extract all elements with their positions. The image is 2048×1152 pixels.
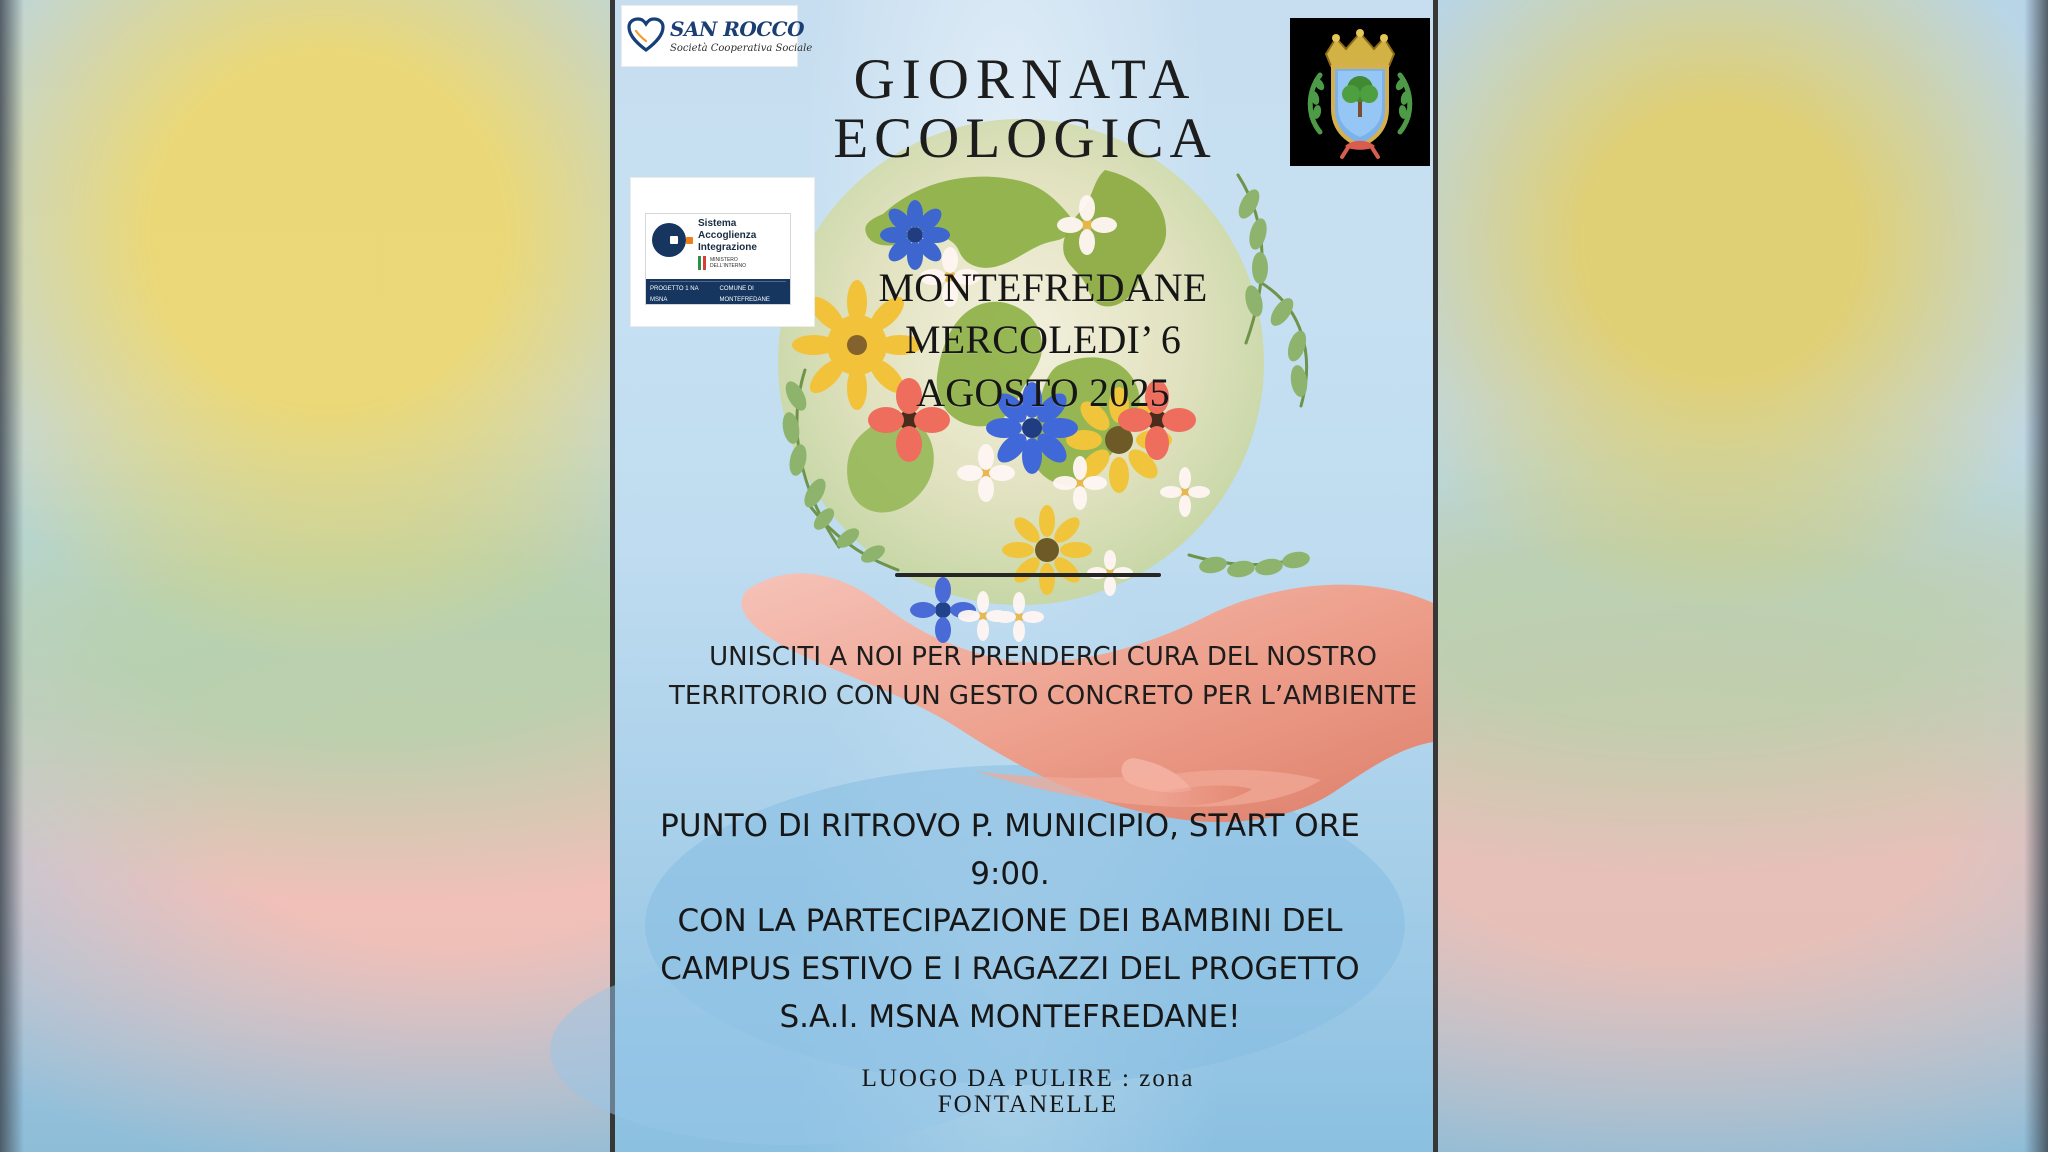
municipal-crest-icon: [1290, 18, 1430, 166]
cleanup-location-line-2: FONTANELLE: [937, 1091, 1119, 1119]
title-divider: [895, 573, 1161, 577]
sai-comune-label: COMUNE DI: [719, 286, 754, 292]
poster-title-line-2: ECOLOGICA: [833, 106, 1217, 170]
san-rocco-logo: [621, 5, 813, 67]
poster-title-line-1: GIORNATA: [853, 48, 1197, 111]
event-poster: [610, 0, 1438, 1152]
poster-title: [795, 48, 1255, 170]
invitation-line-1: UNISCITI A NOI PER PRENDERCI CURA DEL NOSTRO: [709, 642, 1377, 672]
cleanup-location-line-1: LUOGO DA PULIRE : zona: [861, 1065, 1195, 1092]
meeting-line-5: S.A.I. MSNA MONTEFREDANE!: [779, 998, 1241, 1035]
meeting-info: [625, 803, 1395, 1042]
meeting-line-3: CON LA PARTECIPAZIONE DEI BAMBINI DEL: [677, 903, 1343, 940]
meeting-line-4: CAMPUS ESTIVO E I RAGAZZI DEL PROGETTO: [660, 951, 1360, 988]
ministry-label: [698, 257, 746, 270]
sai-footer: [646, 279, 790, 304]
san-rocco-text: [670, 16, 813, 54]
meeting-line-1: PUNTO DI RITROVO P. MUNICIPIO, START ORE: [660, 808, 1360, 844]
flower-icon: [880, 200, 950, 270]
italian-flag-icon: [698, 256, 706, 270]
event-date-block: [837, 262, 1249, 419]
sai-logo: [630, 177, 815, 327]
cleanup-location: [823, 1066, 1233, 1119]
meeting-line-2: 9:00.: [970, 855, 1050, 892]
sai-project-label: PROGETTO 1 NA: [650, 286, 699, 292]
ministry-text: MINISTERO DELL'INTERNO: [710, 257, 746, 269]
san-rocco-subtitle: Società Cooperativa Sociale: [670, 42, 813, 54]
san-rocco-brand: SAN ROCCO: [670, 16, 805, 41]
sai-montefredane-label: MONTEFREDANE: [719, 297, 770, 303]
sai-accent: [686, 237, 693, 244]
sai-msna-label: MSNA: [650, 297, 668, 303]
sai-card: [645, 213, 791, 305]
invitation-text: [663, 638, 1423, 716]
municipal-crest: [1290, 18, 1430, 166]
sai-mark-icon: [652, 223, 686, 257]
event-date-line-1: MERCOLEDI’ 6: [904, 317, 1182, 363]
event-location: MONTEFREDANE: [878, 265, 1208, 310]
sai-title: Sistema Accoglienza Integrazione: [698, 218, 757, 253]
heart-icon: [626, 16, 666, 56]
invitation-line-2: TERRITORIO CON UN GESTO CONCRETO PER L’AMBIENTE: [668, 681, 1418, 711]
event-date-line-2: AGOSTO 2025: [916, 369, 1170, 415]
